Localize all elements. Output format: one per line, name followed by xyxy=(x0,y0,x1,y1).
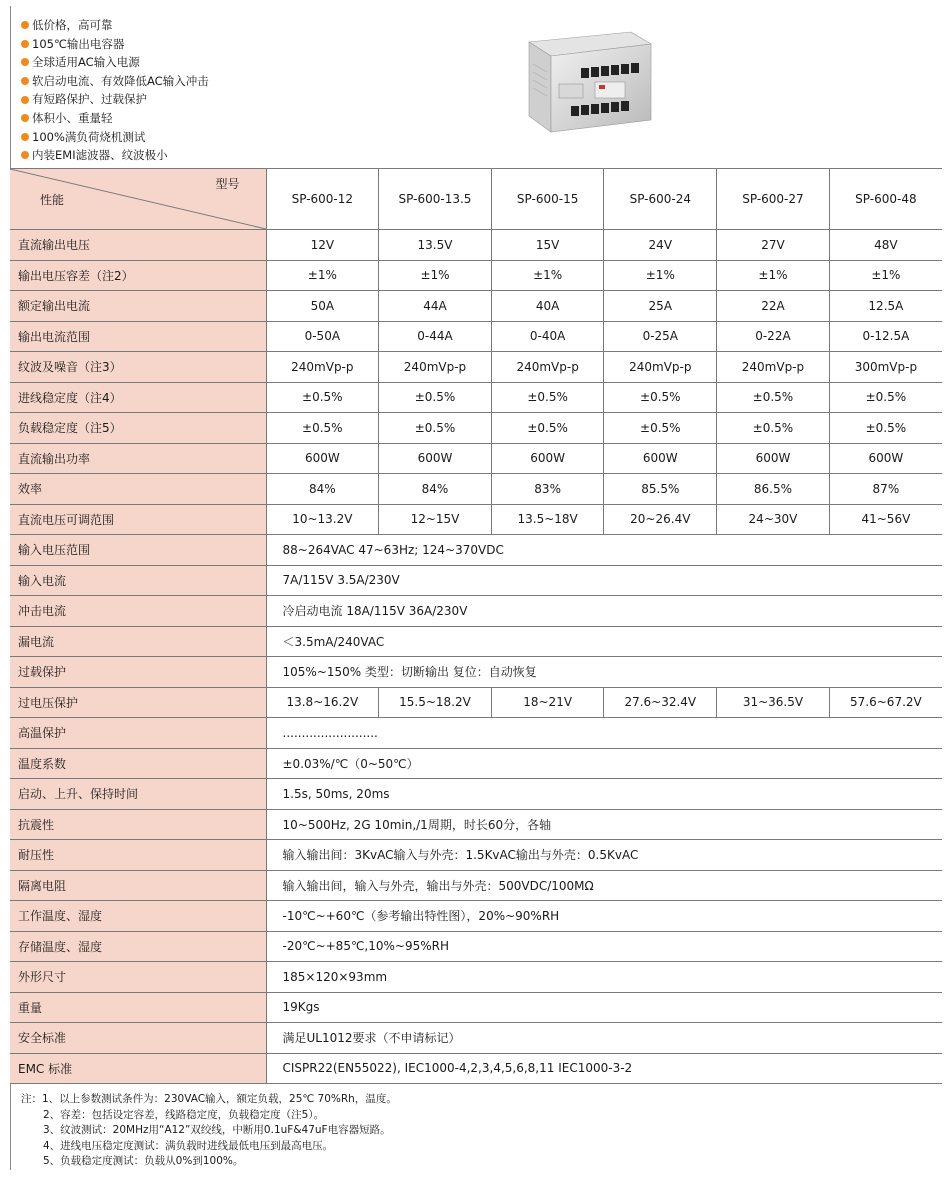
spec-value: 0-50A xyxy=(266,321,379,352)
feature-item xyxy=(21,146,940,165)
spec-value: 12.5A xyxy=(829,291,942,322)
spec-row xyxy=(10,321,942,352)
spec-label: 直流输出电压 xyxy=(10,230,266,261)
spec-value-merged: 19Kgs xyxy=(266,992,942,1023)
feature-item xyxy=(21,16,940,35)
spec-row xyxy=(10,230,942,261)
spec-value-merged: 满足UL1012要求（不申请标记） xyxy=(266,1023,942,1054)
spec-value-merged: 105%~150% 类型：切断输出 复位：自动恢复 xyxy=(266,657,942,688)
note-line: 注：1、以上参数测试条件为：230VAC输入，额定负载，25℃ 70%Rh，温度。 xyxy=(21,1093,397,1105)
feature-text: 低价格，高可靠 xyxy=(32,18,113,32)
spec-row xyxy=(10,626,942,657)
spec-value-merged: ＜3.5mA/240VAC xyxy=(266,626,942,657)
table-header-row xyxy=(10,169,942,230)
note-line: 3、纹波测试：20MHz用“A12”双绞线，中断用0.1uF&47uF电容器短路。 xyxy=(43,1124,391,1136)
bullet-icon xyxy=(21,21,29,29)
spec-row xyxy=(10,992,942,1023)
feature-item xyxy=(21,109,940,128)
spec-value: 84% xyxy=(266,474,379,505)
spec-value-merged: ......................... xyxy=(266,718,942,749)
spec-value: ±1% xyxy=(266,260,379,291)
spec-value: 10~13.2V xyxy=(266,504,379,535)
spec-row xyxy=(10,687,942,718)
spec-label: 抗震性 xyxy=(10,809,266,840)
spec-label: 输入电压范围 xyxy=(10,535,266,566)
spec-row xyxy=(10,382,942,413)
spec-value: 25A xyxy=(604,291,717,322)
feature-text: 体积小、重量轻 xyxy=(32,110,113,125)
notes-section xyxy=(10,1084,940,1170)
spec-value-merged: CISPR22(EN55022), IEC1000-4,2,3,4,5,6,8,11 IEC1000-3-2 xyxy=(266,1053,942,1084)
spec-value: 12~15V xyxy=(379,504,492,535)
spec-label: 直流输出功率 xyxy=(10,443,266,474)
spec-value-merged: 185×120×93mm xyxy=(266,962,942,993)
spec-value: 240mVp-p xyxy=(604,352,717,383)
spec-row xyxy=(10,596,942,627)
model-header: SP-600-15 xyxy=(491,169,604,230)
model-header: SP-600-48 xyxy=(829,169,942,230)
feature-text: 软启动电流、有效降低AC输入冲击 xyxy=(32,73,209,88)
spec-value: 13.8~16.2V xyxy=(266,687,379,718)
feature-item xyxy=(21,90,940,109)
spec-row xyxy=(10,840,942,871)
spec-value-merged: 10~500Hz, 2G 10min,/1周期，时长60分，各轴 xyxy=(266,809,942,840)
model-header: SP-600-12 xyxy=(266,169,379,230)
spec-label: 输出电流范围 xyxy=(10,321,266,352)
spec-value: 600W xyxy=(604,443,717,474)
spec-label: 工作温度、湿度 xyxy=(10,901,266,932)
spec-label: 纹波及噪音（注3） xyxy=(10,352,266,383)
spec-row xyxy=(10,1053,942,1084)
spec-value: 18~21V xyxy=(491,687,604,718)
feature-text: 有短路保护、过载保护 xyxy=(32,92,147,107)
spec-label: EMC 标准 xyxy=(10,1053,266,1084)
spec-value: ±0.5% xyxy=(266,413,379,444)
spec-value: 12V xyxy=(266,230,379,261)
spec-row xyxy=(10,718,942,749)
spec-value: 240mVp-p xyxy=(379,352,492,383)
spec-label: 直流电压可调范围 xyxy=(10,504,266,535)
spec-value: ±0.5% xyxy=(717,413,830,444)
feature-text: 内装EMI滤波器、纹波极小 xyxy=(32,148,168,163)
spec-row xyxy=(10,565,942,596)
spec-label: 输入电流 xyxy=(10,565,266,596)
spec-value: 48V xyxy=(829,230,942,261)
spec-value: 20~26.4V xyxy=(604,504,717,535)
feature-list xyxy=(11,6,940,165)
spec-label: 外形尺寸 xyxy=(10,962,266,993)
bullet-icon xyxy=(21,96,29,104)
spec-value: ±1% xyxy=(491,260,604,291)
spec-label: 重量 xyxy=(10,992,266,1023)
spec-value: ±0.5% xyxy=(379,413,492,444)
spec-value: 600W xyxy=(491,443,604,474)
spec-value: ±0.5% xyxy=(604,382,717,413)
spec-row xyxy=(10,474,942,505)
spec-value: ±1% xyxy=(717,260,830,291)
spec-value: 0-25A xyxy=(604,321,717,352)
spec-value: 44A xyxy=(379,291,492,322)
corner-performance-label: 性能 xyxy=(40,193,65,207)
spec-value: 27.6~32.4V xyxy=(604,687,717,718)
spec-value: 15.5~18.2V xyxy=(379,687,492,718)
spec-label: 负载稳定度（注5） xyxy=(10,413,266,444)
feature-item xyxy=(21,72,940,91)
spec-label: 过电压保护 xyxy=(10,687,266,718)
spec-value: 240mVp-p xyxy=(717,352,830,383)
spec-value: 13.5~18V xyxy=(491,504,604,535)
feature-text: 100%满负荷烧机测试 xyxy=(32,129,146,144)
spec-value: 0-40A xyxy=(491,321,604,352)
spec-value-merged: 冷启动电流 18A/115V 36A/230V xyxy=(266,596,942,627)
spec-value-merged: 7A/115V 3.5A/230V xyxy=(266,565,942,596)
spec-value: 84% xyxy=(379,474,492,505)
spec-value: 240mVp-p xyxy=(491,352,604,383)
spec-value-merged: -20℃~+85℃,10%~95%RH xyxy=(266,931,942,962)
spec-row xyxy=(10,352,942,383)
spec-value: 50A xyxy=(266,291,379,322)
spec-value-merged: 1.5s, 50ms, 20ms xyxy=(266,779,942,810)
spec-value: ±0.5% xyxy=(829,413,942,444)
spec-value: ±1% xyxy=(379,260,492,291)
spec-label: 额定输出电流 xyxy=(10,291,266,322)
spec-value: 0-12.5A xyxy=(829,321,942,352)
spec-value-merged: -10℃~+60℃（参考输出特性图），20%~90%RH xyxy=(266,901,942,932)
feature-area xyxy=(10,6,940,168)
spec-label: 冲击电流 xyxy=(10,596,266,627)
spec-row xyxy=(10,657,942,688)
model-header: SP-600-13.5 xyxy=(379,169,492,230)
spec-value: 31~36.5V xyxy=(717,687,830,718)
spec-label: 输出电压容差（注2） xyxy=(10,260,266,291)
spec-row xyxy=(10,748,942,779)
bullet-icon xyxy=(21,151,29,159)
spec-value: 600W xyxy=(717,443,830,474)
bullet-icon xyxy=(21,77,29,85)
spec-value: ±0.5% xyxy=(491,382,604,413)
spec-value: 22A xyxy=(717,291,830,322)
spec-value: 83% xyxy=(491,474,604,505)
bullet-icon xyxy=(21,58,29,66)
spec-value: 600W xyxy=(266,443,379,474)
spec-value: 57.6~67.2V xyxy=(829,687,942,718)
power-supply-image xyxy=(511,24,661,144)
spec-value: 0-44A xyxy=(379,321,492,352)
spec-value: 85.5% xyxy=(604,474,717,505)
spec-row xyxy=(10,809,942,840)
spec-label: 安全标准 xyxy=(10,1023,266,1054)
spec-row xyxy=(10,413,942,444)
spec-value: ±0.5% xyxy=(829,382,942,413)
spec-value: 24~30V xyxy=(717,504,830,535)
feature-text: 105℃输出电容器 xyxy=(32,36,125,51)
spec-row xyxy=(10,504,942,535)
spec-value: 600W xyxy=(379,443,492,474)
feature-item xyxy=(21,128,940,147)
spec-label: 效率 xyxy=(10,474,266,505)
bullet-icon xyxy=(21,40,29,48)
spec-label: 存储温度、湿度 xyxy=(10,931,266,962)
spec-value: 41~56V xyxy=(829,504,942,535)
model-header: SP-600-24 xyxy=(604,169,717,230)
spec-value: ±1% xyxy=(604,260,717,291)
spec-label: 隔离电阻 xyxy=(10,870,266,901)
spec-value: ±0.5% xyxy=(604,413,717,444)
spec-value: ±0.5% xyxy=(379,382,492,413)
spec-value: ±0.5% xyxy=(491,413,604,444)
spec-value: 40A xyxy=(491,291,604,322)
spec-table xyxy=(10,168,942,1084)
spec-value-merged: 输入输出间，输入与外壳，输出与外壳：500VDC/100MΩ xyxy=(266,870,942,901)
bullet-icon xyxy=(21,133,29,141)
note-line: 4、进线电压稳定度测试：满负载时进线最低电压到最高电压。 xyxy=(43,1139,334,1152)
spec-row xyxy=(10,870,942,901)
feature-item xyxy=(21,53,940,72)
spec-value: 0-22A xyxy=(717,321,830,352)
note-line: 2、容差：包括设定容差，线路稳定度，负载稳定度（注5）。 xyxy=(43,1108,325,1121)
spec-value-merged: 输入输出间：3KvAC输入与外壳：1.5KvAC输出与外壳：0.5KvAC xyxy=(266,840,942,871)
header-corner xyxy=(10,169,266,230)
spec-value: 13.5V xyxy=(379,230,492,261)
spec-row xyxy=(10,260,942,291)
spec-row xyxy=(10,535,942,566)
spec-row xyxy=(10,291,942,322)
spec-label: 漏电流 xyxy=(10,626,266,657)
note-line: 5、负载稳定度测试：负载从0%到100%。 xyxy=(43,1155,244,1167)
spec-label: 耐压性 xyxy=(10,840,266,871)
spec-row xyxy=(10,931,942,962)
spec-row xyxy=(10,443,942,474)
spec-value: ±0.5% xyxy=(717,382,830,413)
spec-label: 过载保护 xyxy=(10,657,266,688)
spec-value-merged: 88~264VAC 47~63Hz; 124~370VDC xyxy=(266,535,942,566)
spec-value-merged: ±0.03%/℃（0~50℃） xyxy=(266,748,942,779)
spec-row xyxy=(10,901,942,932)
spec-label: 进线稳定度（注4） xyxy=(10,382,266,413)
bullet-icon xyxy=(21,114,29,122)
spec-label: 高温保护 xyxy=(10,718,266,749)
spec-value: 240mVp-p xyxy=(266,352,379,383)
spec-row xyxy=(10,962,942,993)
spec-row xyxy=(10,1023,942,1054)
spec-value: ±1% xyxy=(829,260,942,291)
spec-value: ±0.5% xyxy=(266,382,379,413)
spec-value: 27V xyxy=(717,230,830,261)
model-header: SP-600-27 xyxy=(717,169,830,230)
spec-value: 24V xyxy=(604,230,717,261)
corner-model-label: 型号 xyxy=(215,177,240,191)
spec-value: 87% xyxy=(829,474,942,505)
feature-text: 全球适用AC输入电源 xyxy=(32,55,140,70)
spec-label: 温度系数 xyxy=(10,748,266,779)
feature-item xyxy=(21,35,940,54)
spec-value: 600W xyxy=(829,443,942,474)
spec-row xyxy=(10,779,942,810)
spec-value: 86.5% xyxy=(717,474,830,505)
spec-value: 300mVp-p xyxy=(829,352,942,383)
spec-label: 启动、上升、保持时间 xyxy=(10,779,266,810)
spec-sheet xyxy=(10,6,940,1170)
spec-value: 15V xyxy=(491,230,604,261)
